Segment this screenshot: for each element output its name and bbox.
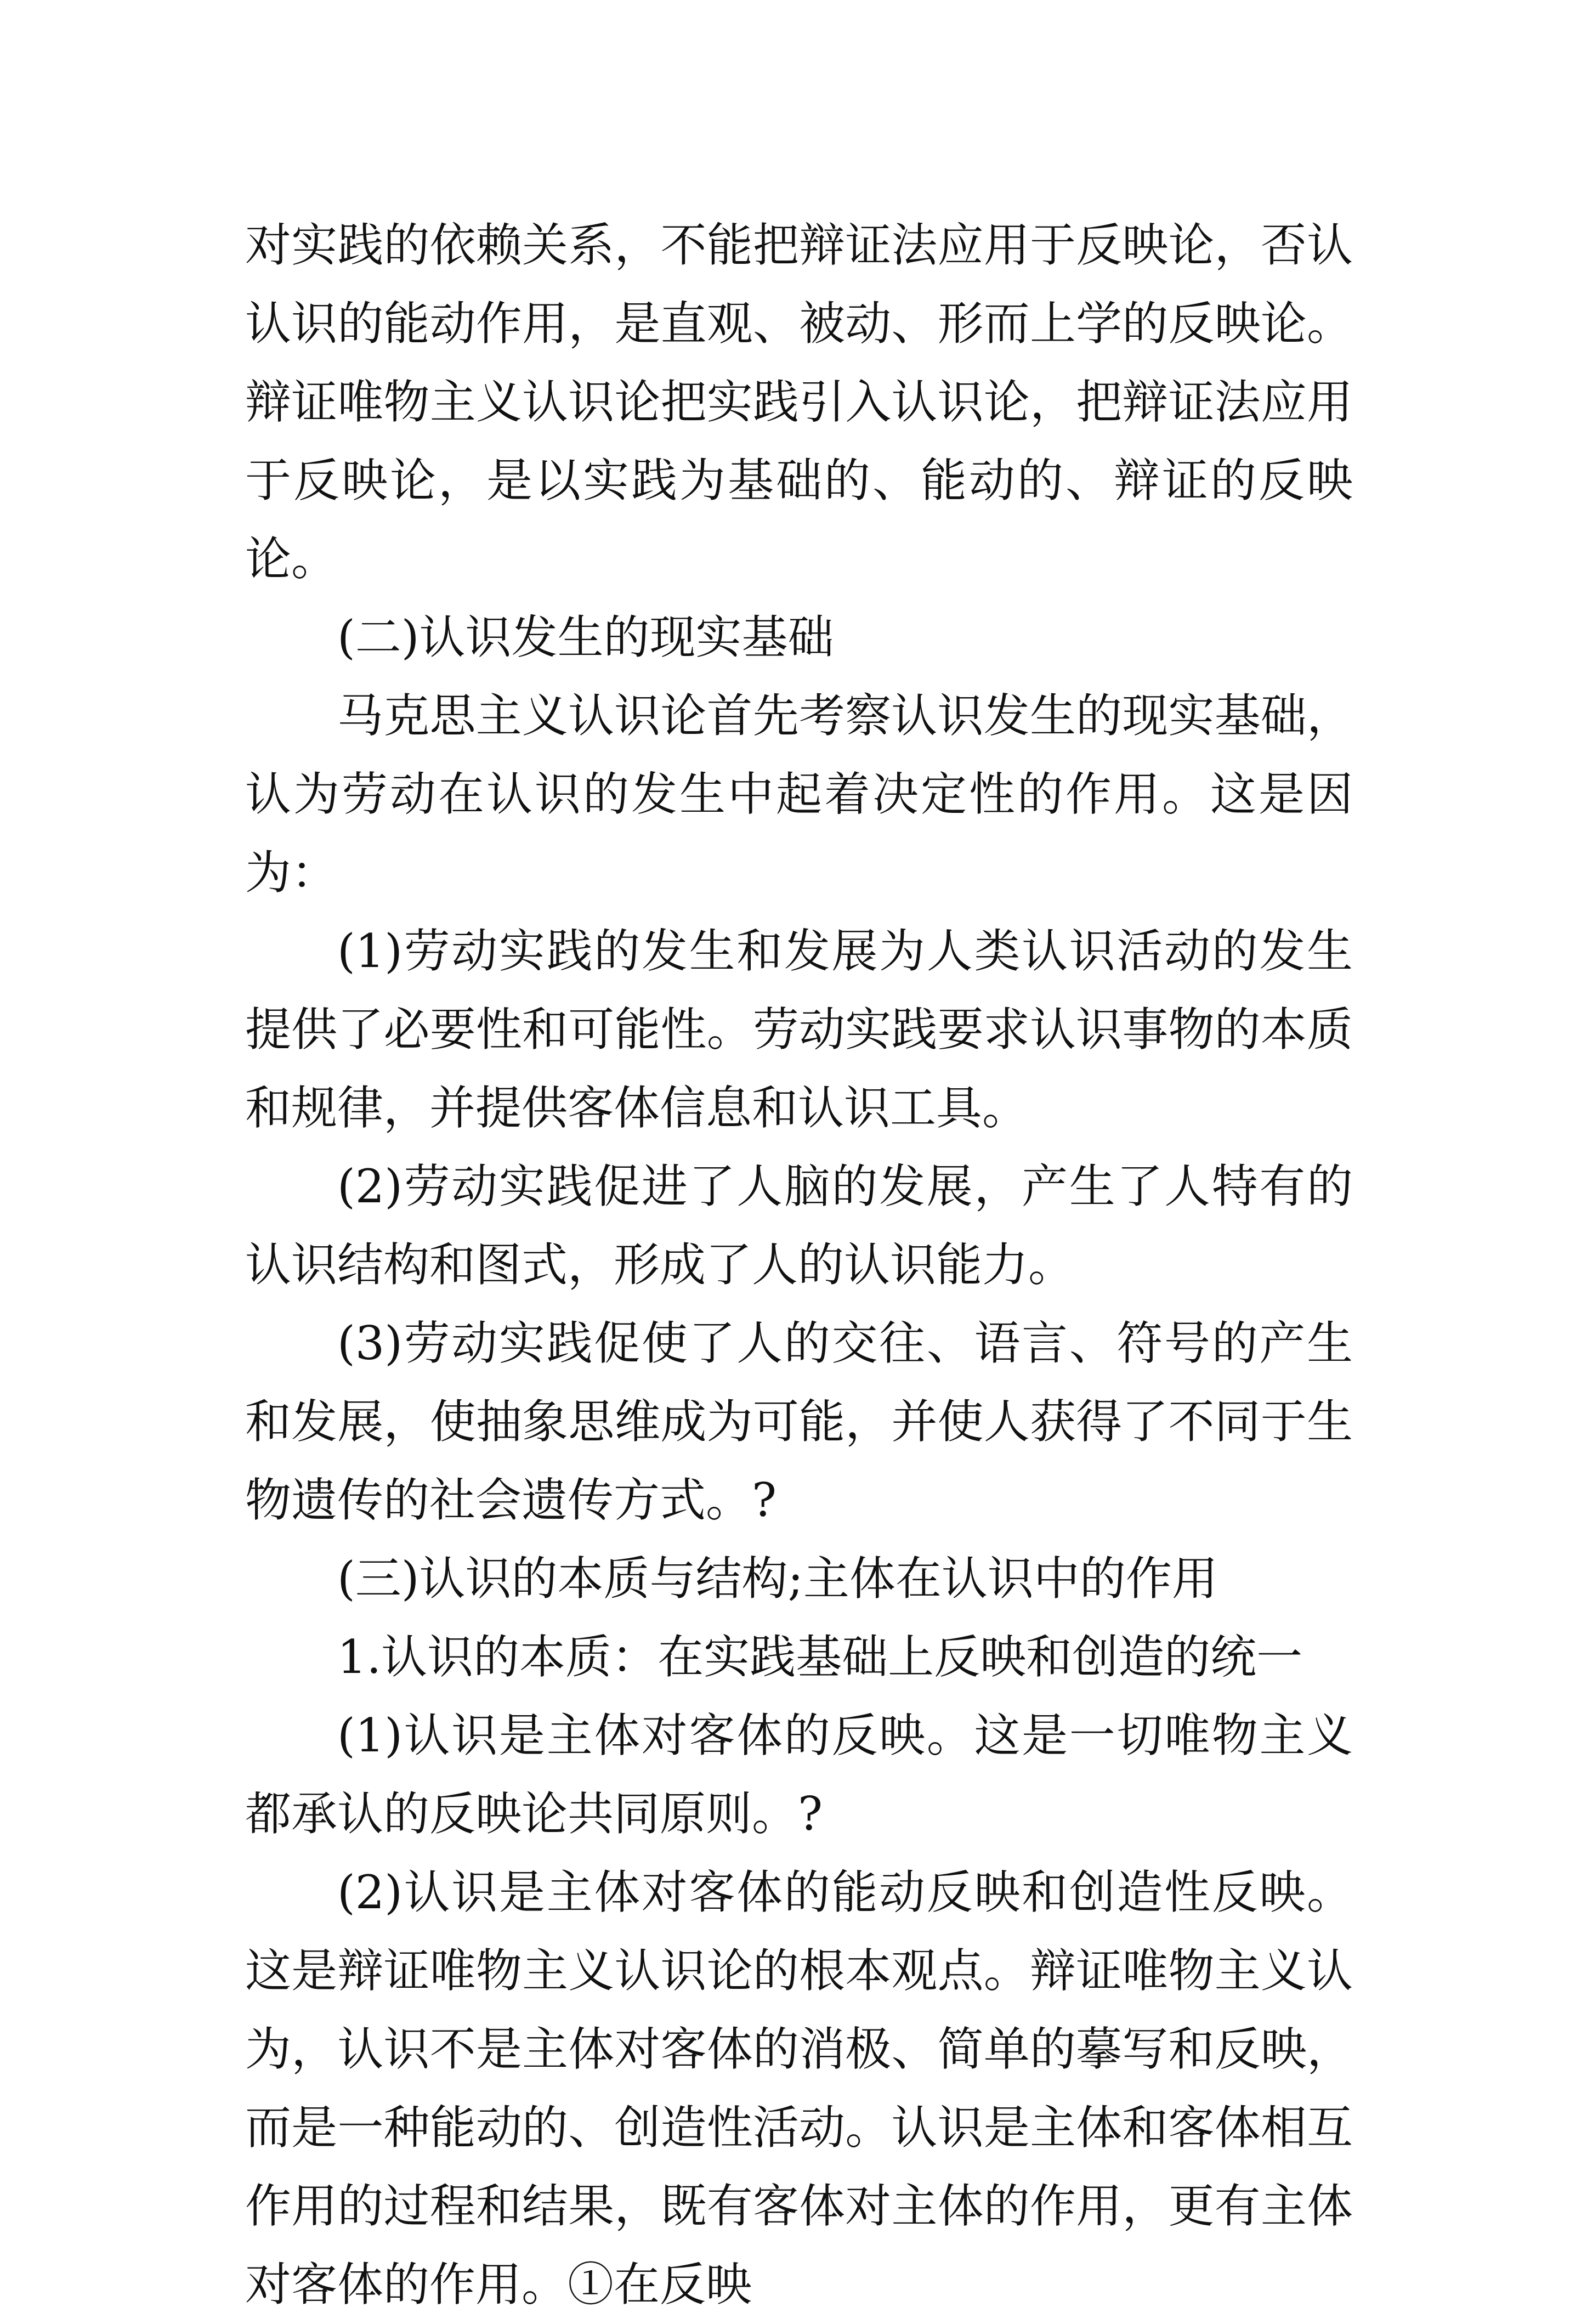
document-body (245, 206, 1353, 2324)
section-heading-3: (三)认识的本质与结构;主体在认识中的作用 (337, 1552, 1218, 1605)
paragraph-continuation: 对实践的依赖关系，不能把辩证法应用于反映论，否认认识的能动作用，是直观、被动、形而上学的反映论。辩证唯物主义认识论把实践引入认识论，把辩证法应用于反映论，是以实践为基础的、能动的、辩证的反映论。 (245, 218, 1353, 586)
subsection-heading-1: 1.认识的本质：在实践基础上反映和创造的统一 (337, 1630, 1303, 1684)
list-item-3: (3)劳动实践促使了人的交往、语言、符号的产生和发展，使抽象思维成为可能，并使人获得了不同于生物遗传的社会遗传方式。? (245, 1316, 1353, 1527)
list-item-2: (2)认识是主体对客体的能动反映和创造性反映。这是辩证唯物主义认识论的根本观点。辩证唯物主义认为，认识不是主体对客体的消极、简单的摹写和反映，而是一种能动的、创造性活动。认识是主体和客体相互作用的过程和结果，既有客体对主体的作用，更有主体对客体的作用。①在反映 (245, 1865, 1353, 2311)
list-item-1: (1)劳动实践的发生和发展为人类认识活动的发生提供了必要性和可能性。劳动实践要求认识事物的本质和规律，并提供客体信息和认识工具。 (245, 924, 1353, 1135)
list-item-2: (2)劳动实践促进了人脑的发展，产生了人特有的认识结构和图式，形成了人的认识能力。 (245, 1160, 1353, 1292)
paragraph: 马克思主义认识论首先考察认识发生的现实基础，认为劳动在认识的发生中起着决定性的作用。这是因为： (245, 689, 1353, 900)
list-item-1: (1)认识是主体对客体的反映。这是一切唯物主义都承认的反映论共同原则。? (245, 1709, 1353, 1841)
section-heading-2: (二)认识发生的现实基础 (337, 610, 834, 664)
